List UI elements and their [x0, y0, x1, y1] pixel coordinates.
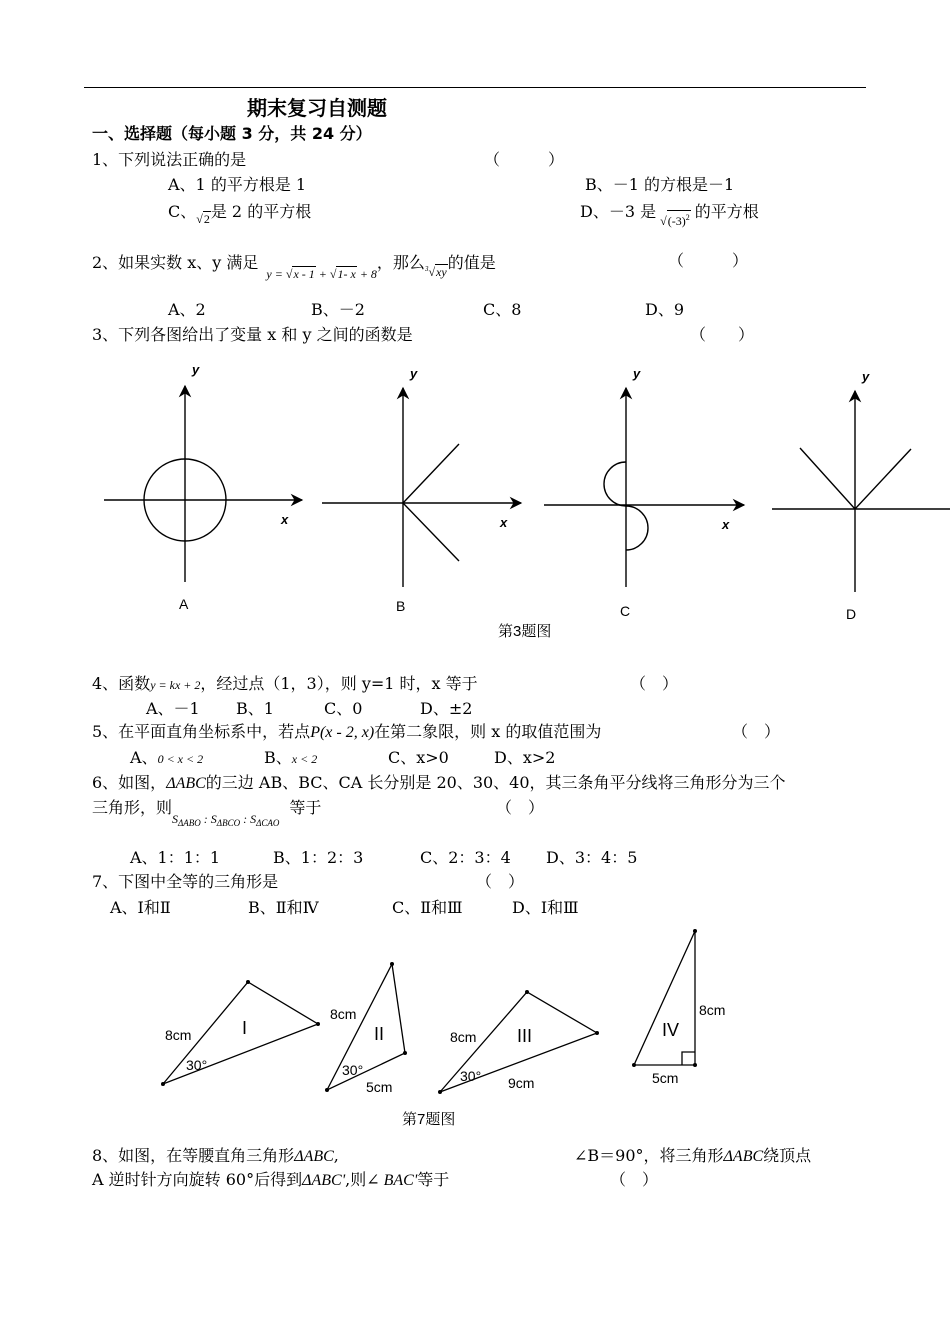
q4-stem: [92, 674, 478, 695]
triangle-3-roman: III: [517, 1026, 533, 1046]
q2-option-d: D、9: [645, 300, 685, 319]
q1-c-prefix: C、: [168, 202, 197, 221]
q6-colon1: :: [200, 812, 211, 826]
q6-s3: S: [250, 812, 257, 826]
q4-formula: y = kx + 2: [150, 678, 201, 692]
graph-b-label: B: [396, 598, 406, 614]
q8-comma: ,: [333, 1146, 339, 1165]
triangle-3-vertex: [525, 990, 529, 994]
q5-b-value: x < 2: [291, 752, 318, 766]
triangle-2-vertex: [390, 962, 394, 966]
q8-triangle: ΔABC: [294, 1148, 334, 1165]
graph-d-ray-left: [800, 448, 855, 509]
q8-line1-pre: 8、如图，在等腰直角三角形: [92, 1146, 295, 1165]
q1-option-d: D、－3 是 $_{√(-3)^2}$ 的平方根: [580, 202, 759, 228]
q1-option-b: B、－1 的方根是－1: [585, 175, 735, 194]
q4-stem-pre: 4、函数: [92, 674, 151, 693]
page-title: 期末复习自测题: [247, 96, 387, 120]
q4-answer-paren: （ ）: [630, 674, 679, 693]
q5-option-b: [264, 748, 317, 769]
q1-d-suffix: 的平方根: [694, 202, 759, 221]
q4-stem-post: ，经过点（1，3），则 y=1 时，x 等于: [200, 674, 478, 693]
q2-stem-text: 2、如果实数 x、y 满足: [92, 253, 259, 272]
triangle-3-side-label: 8cm: [450, 1029, 477, 1045]
triangle-1-vertex: [246, 980, 250, 984]
q7-caption: 第7题图: [402, 1111, 456, 1128]
q6-s1: S: [172, 812, 179, 826]
q6-option-c: C、2：3：4: [420, 848, 511, 867]
q8-line2-post: 等于: [417, 1170, 450, 1189]
q8-triangle-3: ΔABC': [302, 1172, 346, 1189]
q5-point: P(x - 2, x): [310, 724, 375, 741]
q8-line1-left: [92, 1146, 339, 1167]
q6-line1-post: 的三边 AB、BC、CA 长分别是 20、30、40，其三条角平分线将三角形分为三个: [205, 773, 786, 792]
q8-angle: ∠B＝90°，将三角形: [574, 1146, 724, 1165]
q1-c-suffix: 是 2 的平方根: [210, 202, 312, 221]
q8-answer-paren: （ ）: [610, 1170, 659, 1189]
graph-a-x-label: x: [281, 512, 289, 527]
q2-radicand-2: 1- x: [337, 267, 356, 281]
q2-formula-lhs: y =: [266, 267, 286, 281]
triangle-2-side-label: 8cm: [330, 1006, 357, 1022]
section-heading: 一、选择题（每小题 3 分，共 24 分）: [92, 124, 372, 143]
triangle-1-roman: I: [242, 1018, 248, 1038]
q4-option-c: C、0: [324, 699, 363, 718]
q6-option-b: B、1：2：3: [273, 848, 364, 867]
graph-d-ray-right: [855, 449, 911, 509]
triangle-3-vertex: [438, 1090, 442, 1094]
q8-line2: [92, 1170, 449, 1191]
q7-stem: 7、下图中全等的三角形是: [92, 872, 279, 891]
graph-c-upper-arc: [604, 462, 626, 506]
q8-triangle-2: ΔABC: [723, 1148, 764, 1165]
triangle-4-right-angle: [682, 1052, 695, 1065]
triangle-1-angle-label: 30°: [186, 1057, 208, 1073]
q1-option-c: C、$_{√2}$是 2 的平方根: [168, 202, 312, 226]
q6-line2-pre: 三角形，则: [92, 798, 173, 817]
q3-caption: 第3题图: [498, 623, 552, 640]
q2-formula-plus: +: [315, 267, 330, 281]
q5-option-d: D、x>2: [494, 748, 556, 767]
q5-stem-post: 在第二象限，则 x 的取值范围为: [374, 722, 602, 741]
q6-line1: [92, 773, 786, 794]
q4-option-a: A、－1: [146, 699, 200, 718]
graph-c-y-label: y: [633, 366, 641, 381]
triangle-2-angle-label: 30°: [342, 1062, 364, 1078]
graph-b-x-label: x: [500, 515, 508, 530]
graph-a-y-label: y: [192, 362, 200, 377]
triangle-2-roman: II: [374, 1024, 385, 1044]
triangle-4: [634, 931, 695, 1065]
graph-c-label: C: [620, 603, 631, 619]
q1-c-radicand: 2: [203, 212, 210, 226]
graph-b-ray-down: [403, 503, 459, 561]
q8-line1-right: [574, 1146, 811, 1167]
q2-answer-paren: （ ）: [668, 251, 749, 270]
q7-option-b: B、Ⅱ和Ⅳ: [248, 898, 319, 917]
graph-b-y-label: y: [410, 366, 418, 381]
q1-d-exponent: 2: [685, 213, 690, 222]
q6-colon2: :: [240, 812, 251, 826]
q6-line1-pre: 6、如图，: [92, 773, 167, 792]
triangle-2: [327, 964, 405, 1090]
q5-stem-pre: 5、在平面直角坐标系中，若点: [92, 722, 311, 741]
graph-c-lower-arc: [626, 506, 648, 550]
q4-option-d: D、±2: [420, 699, 473, 718]
triangle-4-side-label: 8cm: [699, 1002, 726, 1018]
triangle-1-vertex: [161, 1082, 165, 1086]
q1-stem: 1、下列说法正确的是: [92, 150, 247, 169]
q3-answer-paren: （ ）: [690, 325, 755, 344]
q2-stem-post: 的值是: [447, 253, 496, 272]
q5-option-a: [130, 748, 203, 769]
q5-answer-paren: （ ）: [732, 722, 781, 741]
q8-line2-mid: ,则: [345, 1170, 367, 1189]
q6-sub1: ΔABO: [178, 818, 201, 828]
q6-s2: S: [210, 812, 217, 826]
graph-a-label: A: [179, 596, 189, 612]
triangle-4-vertex: [632, 1063, 636, 1067]
q3-stem: 3、下列各图给出了变量 x 和 y 之间的函数是: [92, 325, 413, 344]
q2-stem: 2、如果实数 x、y 满足$_{y = √x - 1 + √1- x + 8}$，那么$_{^3√xy}$的值是: [92, 253, 496, 281]
graph-c-x-label: x: [722, 517, 730, 532]
q1-d-radicand: (-3): [667, 214, 686, 228]
triangle-4-vertex: [693, 1063, 697, 1067]
q4-option-b: B、1: [236, 699, 274, 718]
q7-answer-paren: （ ）: [476, 872, 525, 891]
triangle-3-vertex: [595, 1031, 599, 1035]
q5-option-c: C、x>0: [388, 748, 449, 767]
triangle-1-side-label: 8cm: [165, 1027, 192, 1043]
q2-root-index: 3: [424, 265, 429, 273]
q5-a-prefix: A、: [130, 748, 158, 767]
q8-line1-post: 绕顶点: [763, 1146, 812, 1165]
q2-radicand-1: x - 1: [293, 267, 315, 281]
triangle-4-vertex: [693, 929, 697, 933]
q6-option-d: D、3：4：5: [546, 848, 638, 867]
q7-option-d: D、Ⅰ和Ⅲ: [512, 898, 579, 917]
q6-line2-post: 等于: [289, 798, 322, 817]
q8-angle-bac: ∠ BAC': [366, 1172, 418, 1189]
q1-d-prefix: D、－3 是: [580, 202, 657, 221]
triangle-4-roman: IV: [662, 1020, 680, 1040]
q6-line2: [92, 798, 322, 828]
q7-option-c: C、Ⅱ和Ⅲ: [392, 898, 463, 917]
q7-option-a: A、Ⅰ和Ⅱ: [110, 898, 171, 917]
q6-option-a: A、1：1：1: [130, 848, 221, 867]
triangle-4-base-label: 5cm: [652, 1070, 679, 1086]
q1-answer-paren: （ ）: [484, 150, 565, 169]
q2-formula-tail: + 8: [356, 267, 377, 281]
q5-stem: [92, 722, 601, 743]
triangle-1-vertex: [316, 1022, 320, 1026]
q2-option-a: A、2: [168, 300, 206, 319]
triangle-3-angle-label: 30°: [460, 1068, 482, 1084]
graph-d-y-label: y: [862, 369, 870, 384]
q1-option-a: A、1 的平方根是 1: [168, 175, 307, 194]
triangle-3-base-label: 9cm: [508, 1075, 535, 1091]
q5-a-value: 0 < x < 2: [157, 752, 204, 766]
q2-root-body: xy: [436, 265, 447, 279]
triangle-2-vertex: [325, 1088, 329, 1092]
q5-b-prefix: B、: [264, 748, 292, 767]
q2-stem-mid: ，那么: [376, 253, 425, 272]
q6-triangle: ΔABC: [166, 775, 206, 792]
q6-sub3: ΔCAO: [256, 818, 280, 828]
graph-b-ray-up: [403, 444, 459, 503]
q2-option-c: C、8: [483, 300, 522, 319]
graph-d-label: D: [846, 606, 857, 622]
q6-answer-paren: （ ）: [496, 798, 545, 817]
q6-sub2: ΔBCO: [216, 818, 241, 828]
triangle-2-base-label: 5cm: [366, 1079, 393, 1095]
triangle-2-vertex: [403, 1051, 407, 1055]
q2-option-b: B、－2: [311, 300, 365, 319]
q8-line2-pre: A 逆时针方向旋转 60°后得到: [92, 1170, 303, 1189]
